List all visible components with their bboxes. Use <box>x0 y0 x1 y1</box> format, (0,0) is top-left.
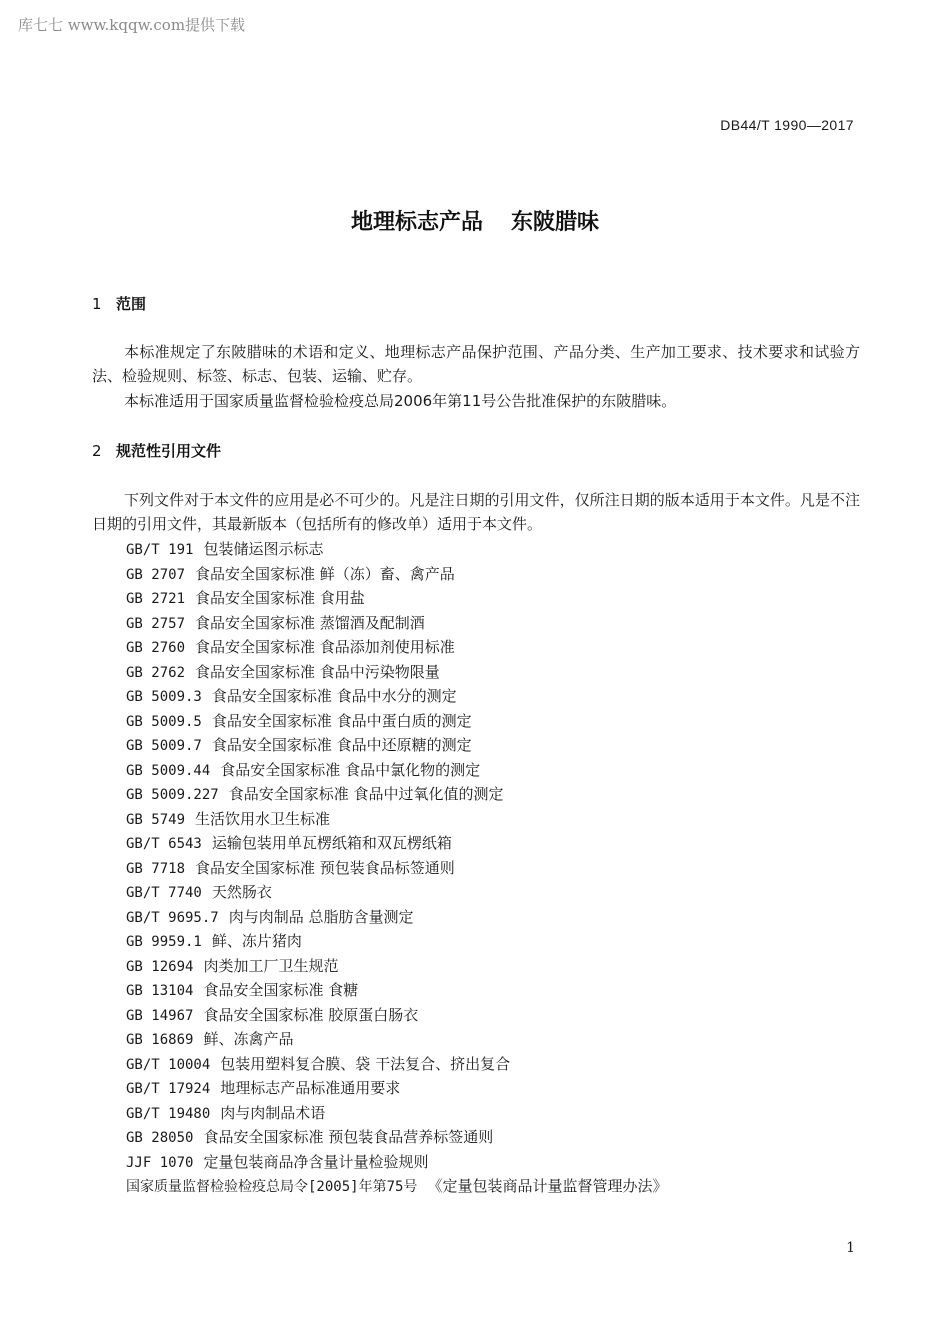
reference-item <box>126 562 667 587</box>
reference-item <box>126 611 667 636</box>
reference-code: GB 5009.227 <box>126 787 219 803</box>
reference-code: GB 2707 <box>126 566 186 583</box>
reference-code: GB 5009.7 <box>126 738 202 754</box>
reference-code: GB 2757 <box>126 615 186 632</box>
reference-item <box>126 831 667 856</box>
reference-title: 食品安全国家标准 食用盐 <box>195 589 365 607</box>
title-part-2: 东陂腊味 <box>511 210 600 235</box>
reference-item <box>126 1174 667 1199</box>
reference-item <box>126 1003 667 1028</box>
reference-code: 国家质量监督检验检疫总局令[2005]年第75号 <box>126 1179 418 1195</box>
reference-item <box>126 1052 667 1077</box>
section-2-heading <box>92 440 221 461</box>
reference-code: GB/T 191 <box>126 542 194 558</box>
reference-title: 食品安全国家标准 鲜（冻）畜、禽产品 <box>195 564 455 583</box>
reference-code: GB 5009.5 <box>126 713 202 730</box>
reference-item <box>126 660 667 685</box>
reference-title: 食品安全国家标准 蒸馏酒及配制酒 <box>195 613 425 632</box>
reference-item <box>126 1125 667 1150</box>
reference-title: 食品安全国家标准 食品中水分的测定 <box>211 687 457 705</box>
reference-title: 食品安全国家标准 食品中还原糖的测定 <box>211 736 472 754</box>
reference-code: GB/T 9695.7 <box>126 909 219 926</box>
reference-title: 包装用塑料复合膜、袋 干法复合、挤出复合 <box>220 1054 511 1073</box>
reference-code: GB 14967 <box>126 1007 194 1024</box>
section-2-title: 规范性引用文件 <box>116 442 222 460</box>
reference-title: 食品安全国家标准 食品添加剂使用标准 <box>195 638 455 656</box>
section-2-number: 2 <box>92 442 102 460</box>
reference-code: GB/T 19480 <box>126 1105 211 1122</box>
section-1-number: 1 <box>92 295 102 313</box>
title-part-1: 地理标志产品 <box>350 210 483 235</box>
reference-code: JJF 1070 <box>126 1154 194 1171</box>
references-intro: 下列文件对于本文件的应用是必不可少的。凡是注日期的引用文件，仅所注日期的版本适用于本文件。凡是不注日期的引用文件，其最新版本（包括所有的修改单）适用于本文件。 <box>92 491 860 533</box>
reference-item <box>126 1150 667 1175</box>
section-1-title: 范围 <box>116 295 147 313</box>
reference-item <box>126 1101 667 1126</box>
reference-code: GB 5009.3 <box>126 689 202 705</box>
reference-item <box>126 929 667 954</box>
reference-code: GB 7718 <box>126 860 186 877</box>
reference-title: 食品安全国家标准 预包装食品营养标签通则 <box>203 1128 494 1146</box>
reference-code: GB 5009.44 <box>126 762 211 779</box>
reference-code: GB/T 6543 <box>126 836 202 852</box>
reference-item <box>126 880 667 905</box>
reference-title: 包装储运图示标志 <box>203 540 324 558</box>
reference-item <box>126 978 667 1003</box>
reference-title: 《定量包装商品计量监督管理办法》 <box>427 1177 668 1195</box>
reference-item <box>126 856 667 881</box>
reference-title: 肉类加工厂卫生规范 <box>203 956 339 975</box>
reference-item <box>126 1027 667 1052</box>
reference-item <box>126 954 667 979</box>
reference-code: GB 9959.1 <box>126 934 202 950</box>
reference-code: GB 2760 <box>126 640 186 656</box>
reference-title: 食品安全国家标准 食糖 <box>203 981 359 999</box>
reference-title: 天然肠衣 <box>211 883 272 901</box>
document-title <box>0 205 950 236</box>
reference-code: GB/T 7740 <box>126 885 202 901</box>
reference-item <box>126 807 667 832</box>
reference-item <box>126 758 667 783</box>
reference-code: GB/T 10004 <box>126 1056 211 1073</box>
page-number: 1 <box>846 1240 855 1256</box>
reference-title: 运输包装用单瓦楞纸箱和双瓦楞纸箱 <box>211 834 452 852</box>
reference-title: 食品安全国家标准 食品中蛋白质的测定 <box>211 711 472 730</box>
reference-title: 定量包装商品净含量计量检验规则 <box>203 1152 429 1171</box>
reference-title: 生活饮用水卫生标准 <box>195 809 331 828</box>
reference-code: GB 2721 <box>126 591 186 607</box>
reference-code: GB 16869 <box>126 1032 194 1048</box>
reference-title: 食品安全国家标准 食品中氯化物的测定 <box>220 760 481 779</box>
reference-code: GB 2762 <box>126 664 186 681</box>
reference-list <box>126 537 667 1199</box>
reference-code: GB 13104 <box>126 983 194 999</box>
reference-code: GB 5749 <box>126 811 186 828</box>
reference-item <box>126 586 667 611</box>
reference-code: GB/T 17924 <box>126 1081 211 1097</box>
reference-title: 鲜、冻片猪肉 <box>211 932 302 950</box>
reference-title: 食品安全国家标准 食品中污染物限量 <box>195 662 440 681</box>
reference-item <box>126 635 667 660</box>
reference-title: 鲜、冻禽产品 <box>203 1030 294 1048</box>
reference-code: GB 12694 <box>126 958 194 975</box>
reference-item <box>126 782 667 807</box>
standard-code: DB44/T 1990—2017 <box>720 117 854 133</box>
reference-title: 肉与肉制品 总脂肪含量测定 <box>228 907 414 926</box>
reference-title: 食品安全国家标准 预包装食品标签通则 <box>195 858 455 877</box>
reference-item <box>126 537 667 562</box>
scope-paragraph-1: 本标准规定了东陂腊味的术语和定义、地理标志产品保护范围、产品分类、生产加工要求、技术要求和试验方法、检验规则、标签、标志、包装、运输、贮存。 <box>92 343 860 385</box>
reference-title: 食品安全国家标准 食品中过氧化值的测定 <box>228 785 504 803</box>
reference-item <box>126 684 667 709</box>
reference-item <box>126 733 667 758</box>
reference-item <box>126 709 667 734</box>
section-1-heading <box>92 293 146 314</box>
scope-paragraph-2: 本标准适用于国家质量监督检验检疫总局2006年第11号公告批准保护的东陂腊味。 <box>124 392 677 410</box>
reference-item <box>126 1076 667 1101</box>
reference-title: 食品安全国家标准 胶原蛋白肠衣 <box>203 1005 419 1024</box>
reference-title: 肉与肉制品术语 <box>220 1103 326 1122</box>
watermark-text: 库七七 www.kqqw.com提供下载 <box>18 16 246 34</box>
reference-title: 地理标志产品标准通用要求 <box>220 1079 401 1097</box>
reference-code: GB 28050 <box>126 1130 194 1146</box>
reference-item <box>126 905 667 930</box>
